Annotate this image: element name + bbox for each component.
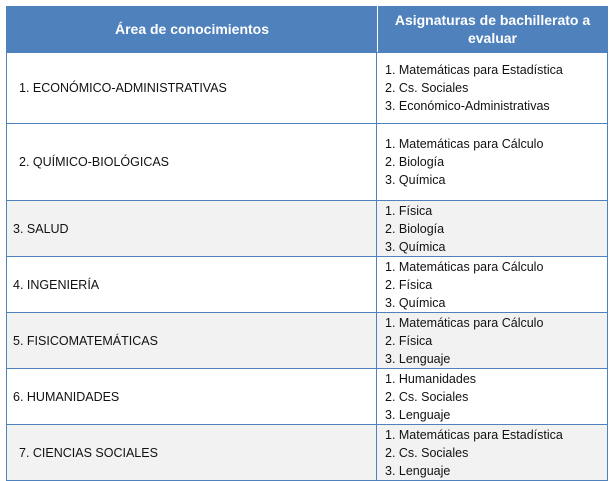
area-cell: 2. QUÍMICO-BIOLÓGICAS — [7, 124, 377, 200]
subject-item: 3. Económico-Administrativas — [385, 99, 550, 113]
area-cell: 5. FISICOMATEMÁTICAS — [7, 313, 377, 368]
table-row — [7, 123, 607, 200]
subject-item: 2. Cs. Sociales — [385, 81, 469, 95]
subject-item: 2. Biología — [385, 221, 445, 236]
header-area: Área de conocimientos — [114, 21, 270, 37]
table-row — [7, 256, 607, 312]
subjects-cell — [377, 201, 607, 256]
table-row — [7, 368, 607, 424]
subject-item: 2. Física — [385, 277, 433, 292]
area-cell: 1. ECONÓMICO-ADMINISTRATIVAS — [7, 53, 377, 123]
subjects-cell — [377, 257, 607, 312]
subject-item: 1. Física — [385, 203, 433, 218]
table-row — [7, 200, 607, 256]
area-cell: 4. INGENIERÍA — [7, 257, 377, 312]
subject-item: 1. Matemáticas para Cálculo — [385, 315, 544, 330]
subject-item: 3. Química — [385, 173, 446, 187]
area-cell: 7. CIENCIAS SOCIALES — [7, 425, 377, 480]
area-cell: 3. SALUD — [7, 201, 377, 256]
subject-item: 3. Química — [385, 239, 446, 254]
subjects-cell — [377, 53, 607, 123]
subjects-cell — [377, 124, 607, 200]
areas-table — [6, 6, 608, 481]
subjects-cell — [377, 425, 607, 480]
subject-item: 1. Matemáticas para Estadística — [385, 427, 563, 442]
subject-item: 2. Cs. Sociales — [385, 445, 469, 460]
subjects-cell — [377, 313, 607, 368]
subject-item: 2. Cs. Sociales — [385, 389, 469, 404]
header-subjects: Asignaturas de bachillerato a evaluar — [377, 6, 607, 52]
subject-item: 3. Lenguaje — [385, 463, 451, 478]
subject-item: 1. Matemáticas para Cálculo — [385, 259, 544, 274]
table-row — [7, 312, 607, 368]
subject-item: 3. Química — [385, 295, 446, 310]
table-row — [7, 52, 607, 123]
table-header — [7, 6, 607, 52]
subject-item: 3. Lenguaje — [385, 407, 451, 422]
subject-item: 2. Física — [385, 333, 433, 348]
subject-item: 1. Matemáticas para Cálculo — [385, 137, 544, 151]
subject-item: 1. Humanidades — [385, 371, 477, 386]
table-row — [7, 424, 607, 480]
area-cell: 6. HUMANIDADES — [7, 369, 377, 424]
subject-item: 2. Biología — [385, 155, 445, 169]
subject-item: 3. Lenguaje — [385, 351, 451, 366]
subject-item: 1. Matemáticas para Estadística — [385, 63, 563, 77]
subjects-cell — [377, 369, 607, 424]
